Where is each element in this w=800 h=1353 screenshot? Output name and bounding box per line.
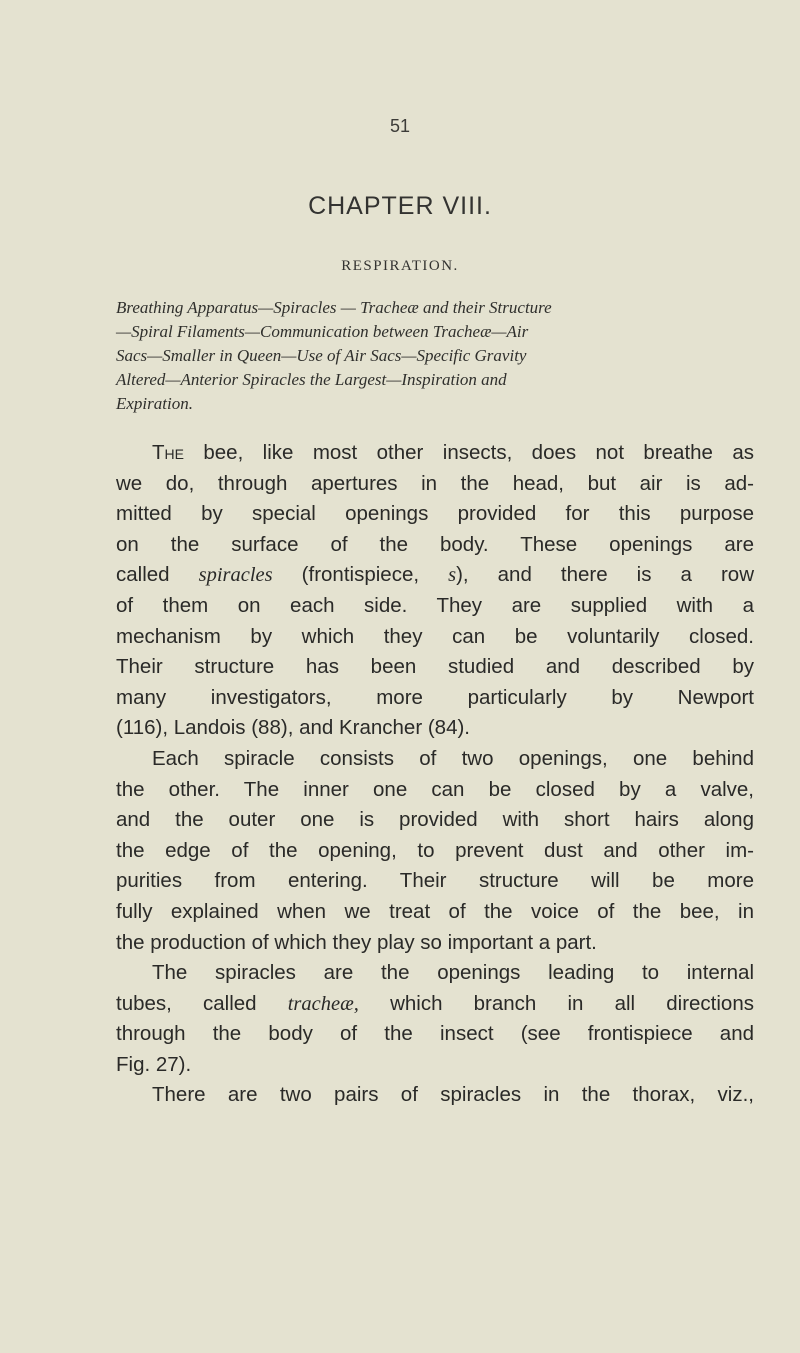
chapter-title: CHAPTER VIII. xyxy=(308,192,492,220)
text-line: many investigators, more particularly by Newport xyxy=(116,685,754,709)
text-line: on the surface of the body. These openings are xyxy=(116,532,754,556)
text-line: the production of which they play so important a part. xyxy=(116,930,597,954)
text-line: through the body of the insect (see frontispiece and xyxy=(116,1022,754,1046)
chapter-synopsis xyxy=(116,296,756,416)
italic-term: tracheæ, xyxy=(287,992,359,1015)
synopsis-line: —Spiral Filaments—Communication between Tracheæ—Air xyxy=(116,322,529,341)
text-line xyxy=(116,989,754,1020)
synopsis-line: Expiration. xyxy=(116,394,193,413)
drop-word: The xyxy=(152,441,184,464)
text-line: Fig. 27). xyxy=(116,1052,192,1076)
text-line: of them on each side. They are supplied with a xyxy=(116,593,754,617)
text-line xyxy=(116,438,754,469)
text-line: and the outer one is provided with short hairs along xyxy=(116,808,754,832)
text-line: the other. The inner one can be closed by a valve, xyxy=(116,777,754,801)
synopsis-line: Altered—Anterior Spiracles the Largest—Inspiration and xyxy=(116,370,507,389)
italic-term: s xyxy=(448,564,457,587)
text-span: (frontispiece, xyxy=(272,563,449,587)
text-line: purities from entering. Their structure will be more xyxy=(116,869,754,893)
text-line: There are two pairs of spiracles in the thorax, viz., xyxy=(152,1083,754,1107)
text-span: which branch in all directions xyxy=(358,991,754,1015)
body-text xyxy=(116,438,754,1111)
text-line: the edge of the opening, to prevent dust and other im- xyxy=(116,838,754,862)
italic-term: spiracles xyxy=(198,564,273,587)
text-line: fully explained when we treat of the voice of the bee, in xyxy=(116,899,754,923)
synopsis-line: Sacs—Smaller in Queen—Use of Air Sacs—Specific Gravity xyxy=(116,346,527,365)
text-span: tubes, called xyxy=(116,991,288,1015)
text-line: Their structure has been studied and described by xyxy=(116,655,754,679)
text-line xyxy=(116,560,754,591)
text-line: mitted by special openings provided for this purpose xyxy=(116,502,754,526)
text-span: bee, like most other insects, does not breathe as xyxy=(183,441,754,464)
text-line: we do, through apertures in the head, but air is ad- xyxy=(116,471,754,495)
text-span: ), and there is a row xyxy=(456,563,754,587)
text-line: (116), Landois (88), and Krancher (84). xyxy=(116,716,471,740)
chapter-subtitle: RESPIRATION. xyxy=(341,258,459,274)
text-line: mechanism by which they can be voluntarily closed. xyxy=(116,624,754,648)
text-span: called xyxy=(116,563,199,587)
page-number: 51 xyxy=(389,116,411,136)
synopsis-line: Breathing Apparatus—Spiracles — Tracheæ and their Structure xyxy=(116,298,552,317)
text-line: The spiracles are the openings leading to internal xyxy=(152,961,754,985)
text-line: Each spiracle consists of two openings, one behind xyxy=(152,746,754,770)
